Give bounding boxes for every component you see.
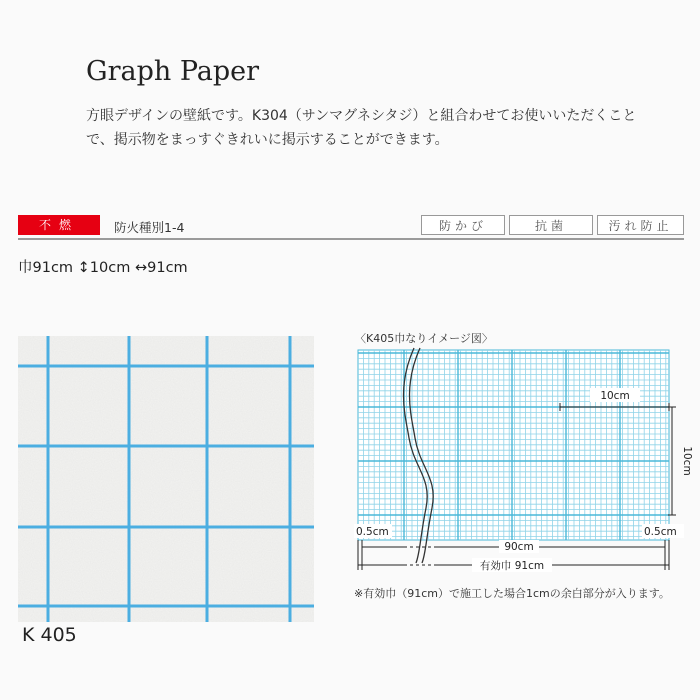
- wallpaper-swatch: [18, 336, 314, 622]
- diagram-caption: 〈K405巾なりイメージ図〉: [355, 332, 493, 345]
- tag-bar: [18, 215, 684, 239]
- label-10cm-horizontal: 10cm: [600, 390, 630, 402]
- dimensions-text: 巾91cm ↕10cm ↔91cm: [18, 260, 188, 276]
- width-diagram: [354, 348, 693, 578]
- label-90cm: 90cm: [504, 541, 534, 553]
- product-description: 方眼デザインの壁紙です。K304（サンマグネシタジ）と組合わせてお使いいただくことで、掲示物をまっすぐきれいに掲示することができます。: [86, 108, 637, 148]
- fire-class-label: 防火種別1-4: [114, 220, 185, 235]
- label-margin-left: 0.5cm: [356, 526, 389, 538]
- product-code: K 405: [22, 624, 77, 646]
- feature-antibacterial: 抗菌: [509, 215, 593, 235]
- tag-divider: [18, 238, 684, 240]
- feature-stain-resistant: 汚れ防止: [597, 215, 684, 235]
- label-10cm-vertical: 10cm: [681, 446, 693, 476]
- page-title: Graph Paper: [86, 56, 260, 87]
- nonflammable-badge: 不燃: [18, 215, 100, 235]
- graph-paper-texture: [18, 336, 314, 622]
- grid-diagram: [354, 348, 693, 578]
- feature-antimold: 防かび: [421, 215, 505, 235]
- label-margin-right: 0.5cm: [644, 526, 677, 538]
- label-effective-width: 有効巾 91cm: [479, 560, 545, 572]
- footnote: ※有効巾（91cm）で施工した場合1cmの余白部分が入ります。: [354, 587, 670, 600]
